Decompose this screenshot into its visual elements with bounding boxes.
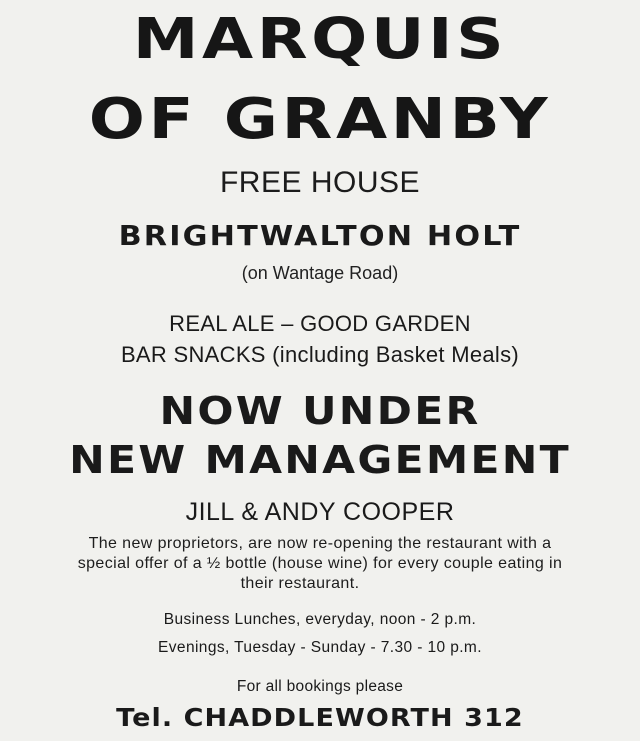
lunch-hours: Business Lunches, everyday, noon - 2 p.m. [163,611,477,628]
offer-paragraph [0,534,640,594]
features-line2: BAR SNACKS (including Basket Meals) [120,342,520,367]
offer-line2: special offer of a ½ bottle (house wine) for every couple eating in [77,555,563,572]
free-house-label: FREE HOUSE [219,166,421,199]
bookings-prompt: For all bookings please [236,678,404,695]
headline-line1: NOW UNDER [159,389,481,433]
evening-hours: Evenings, Tuesday - Sunday - 7.30 - 10 p.m. [158,639,482,656]
telephone-number: Tel. CHADDLEWORTH 312 [116,703,524,732]
offer-line1: The new proprietors, are now re-opening the restaurant with a [88,535,552,552]
headline-line2: NEW MANAGEMENT [69,438,571,482]
pub-name-line2: OF GRANBY [88,87,552,152]
location-name: BRIGHTWALTON HOLT [118,219,522,252]
pub-name-line1: MARQUIS [132,7,508,72]
proprietors-names: JILL & ANDY COOPER [185,498,455,526]
offer-line3: their restaurant. [240,575,360,592]
features-line1: REAL ALE – GOOD GARDEN [169,311,471,336]
road-note: (on Wantage Road) [241,263,399,283]
